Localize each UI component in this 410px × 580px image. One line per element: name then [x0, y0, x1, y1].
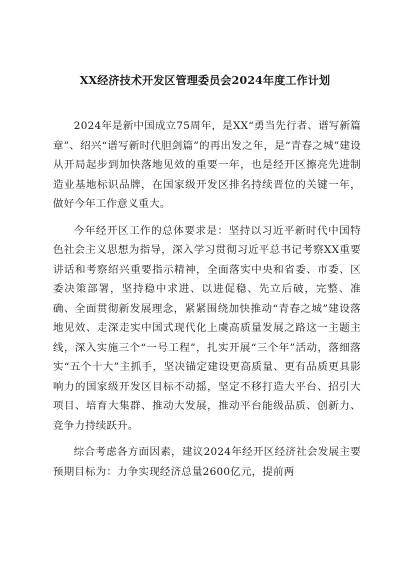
paragraph-requirements: 今年经开区工作的总体要求是：坚持以习近平新时代中国特色社会主义思想为指导，深入学习贯彻习近平总书记考察XX重要讲话和考察绍兴重要指示精神，全面落实中央和省委、市委、区委决策部署，坚持稳中求进、以进促稳、先立后破，完整、准确、全面贯彻新发展理念，紧紧围绕加快推动“青春之城”建设落地见效、走深走实中国式现代化上虞高质量发展之路这一主题主线，深入实施三个“一号工程”，扎实开展“三个年”活动，落细落实“五个十大”主抓手，坚决锚定建设更高质量、更有品质更具影响力的国家级开发区目标不动摇，坚定不移打造大平台、招引大项目、培育大集群、推动大发展，推动平台能级品质、创新力、竞争力持续跃升。: [53, 224, 361, 432]
document-body: [53, 117, 361, 489]
paragraph-targets: 综合考虑各方面因素，建议2024年经开区经济社会发展主要预期目标为：力争实现经济总量2600亿元，提前两: [53, 446, 361, 478]
document-title: XX经济技术开发区管理委员会2024年度工作计划: [79, 74, 331, 87]
paragraph-intro: 2024年是新中国成立75周年，是XX“勇当先行者、谱写新篇章”、绍兴“谱写新时代胆剑篇”的再出发之年，是“青春之城”建设从开局起步到加快落地见效的重要一年，也是经开区擦亮先进制造业基地标识品牌，在国家级开发区排名持续晋位的关键一年，做好今年工作意义重大。: [53, 120, 361, 210]
